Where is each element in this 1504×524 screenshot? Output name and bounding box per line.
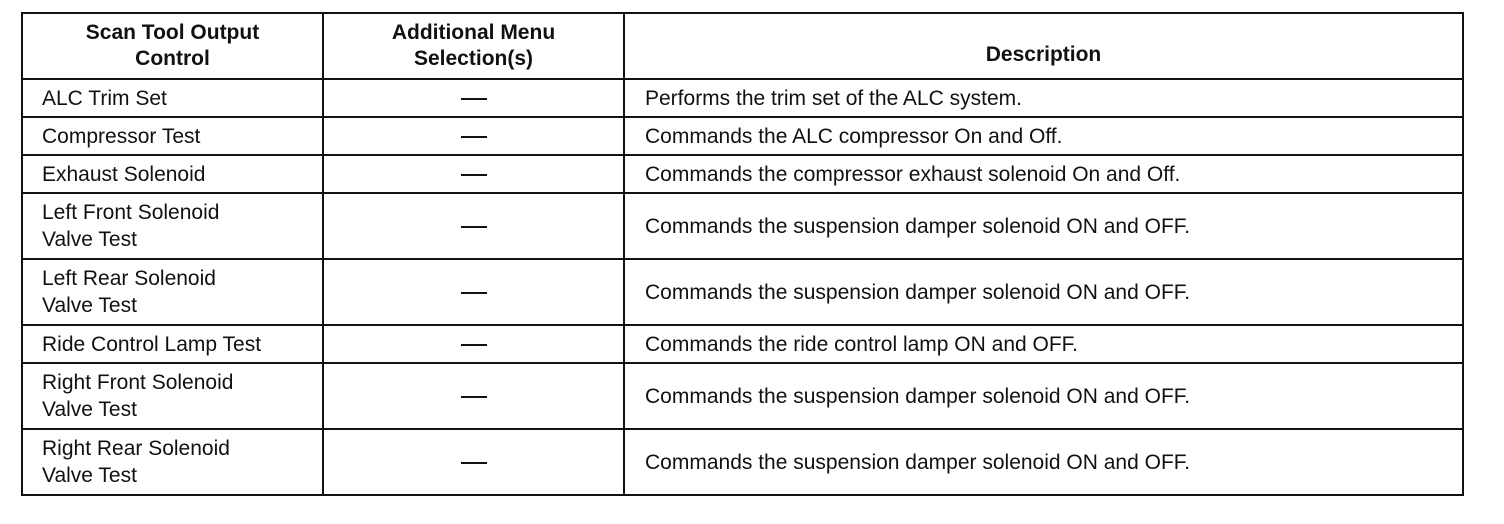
output-control-text: Left Front Solenoid Valve Test [42,201,220,251]
description-cell: Commands the ride control lamp ON and OFF. [624,325,1463,363]
scan-tool-output-control-table-wrapper [21,12,1462,496]
menu-selection-cell [323,429,624,495]
table-row [22,259,1463,325]
header-description-text: Description [985,43,1102,66]
menu-selection-cell [323,117,624,155]
dash-mark [461,136,487,138]
table-row [22,193,1463,259]
header-output-control [22,13,323,79]
table-row [22,79,1463,117]
menu-selection-cell [323,259,624,325]
menu-selection-cell [323,193,624,259]
dash-mark [461,98,487,100]
menu-selection-cell [323,79,624,117]
output-control-cell: Compressor Test [22,117,323,155]
output-control-cell [22,193,323,259]
dash-mark [461,226,487,228]
description-cell: Commands the compressor exhaust solenoid On and Off. [624,155,1463,193]
header-menu-selection [323,13,624,79]
header-description [624,13,1463,79]
description-cell: Commands the suspension damper solenoid ON and OFF. [624,193,1463,259]
output-control-text: Right Front Solenoid Valve Test [42,371,234,421]
table-row [22,117,1463,155]
output-control-cell [22,259,323,325]
dash-mark [461,462,487,464]
scan-tool-output-control-table [21,12,1464,496]
output-control-text: Right Rear Solenoid Valve Test [42,437,230,487]
dash-mark [461,344,487,346]
table-row [22,363,1463,429]
output-control-cell: Exhaust Solenoid [22,155,323,193]
menu-selection-cell [323,155,624,193]
description-cell: Performs the trim set of the ALC system. [624,79,1463,117]
output-control-cell [22,429,323,495]
description-cell: Commands the ALC compressor On and Off. [624,117,1463,155]
description-cell: Commands the suspension damper solenoid ON and OFF. [624,429,1463,495]
dash-mark [461,174,487,176]
table-row [22,325,1463,363]
output-control-text: Left Rear Solenoid Valve Test [42,267,216,317]
dash-mark [461,292,487,294]
description-cell: Commands the suspension damper solenoid ON and OFF. [624,259,1463,325]
menu-selection-cell [323,325,624,363]
header-output-control-text: Scan Tool Output Control [85,21,260,70]
dash-mark [461,396,487,398]
header-menu-selection-text: Additional Menu Selection(s) [391,21,556,70]
menu-selection-cell [323,363,624,429]
table-row [22,155,1463,193]
description-cell: Commands the suspension damper solenoid ON and OFF. [624,363,1463,429]
output-control-cell [22,363,323,429]
table-row [22,429,1463,495]
output-control-cell: ALC Trim Set [22,79,323,117]
output-control-cell: Ride Control Lamp Test [22,325,323,363]
table-header-row [22,13,1463,79]
